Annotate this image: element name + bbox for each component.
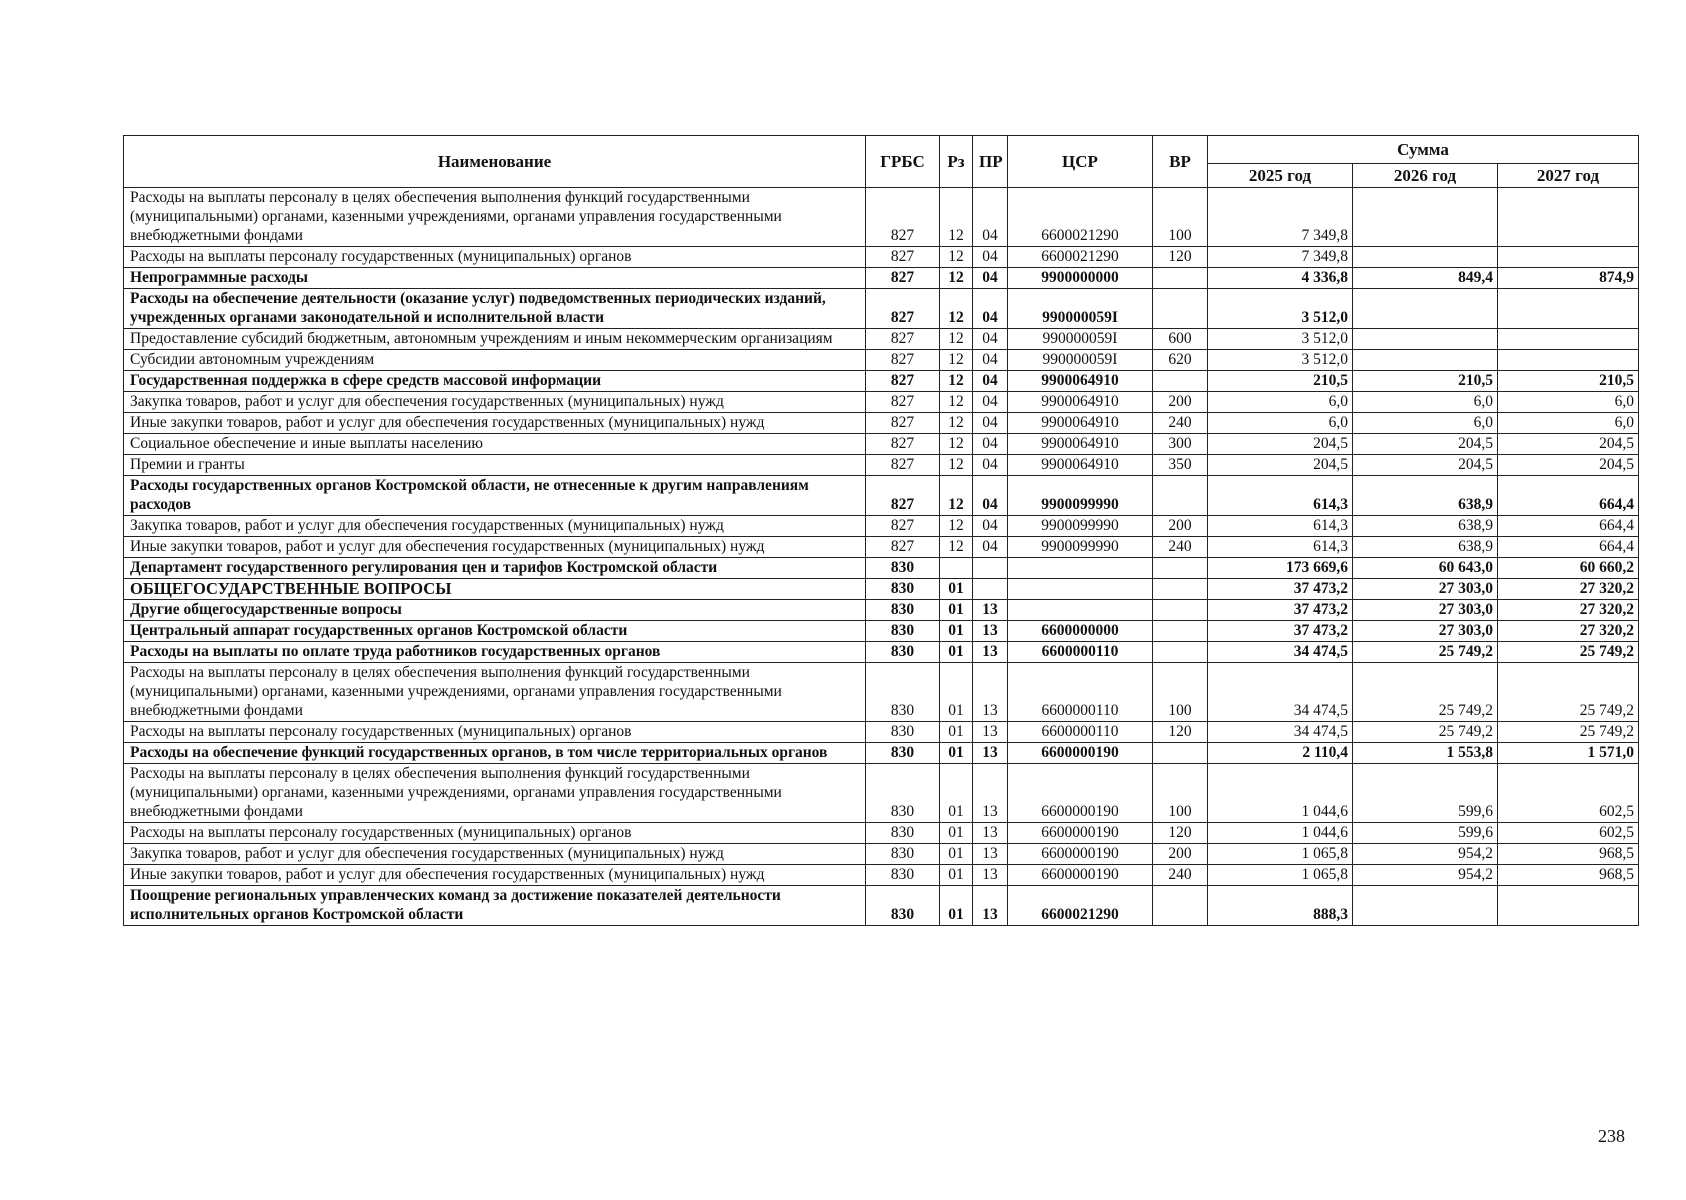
cell-vr (1153, 371, 1208, 392)
table-row (124, 455, 1639, 476)
cell-pr: 13 (973, 642, 1008, 663)
cell-2027: 602,5 (1498, 823, 1639, 844)
cell-2025: 34 474,5 (1208, 722, 1353, 743)
cell-vr: 300 (1153, 434, 1208, 455)
cell-csr: 990000059I (1008, 329, 1153, 350)
cell-grbs: 827 (866, 247, 940, 268)
cell-rz: 01 (940, 865, 973, 886)
cell-2025: 3 512,0 (1208, 289, 1353, 329)
cell-rz: 12 (940, 268, 973, 289)
cell-pr: 04 (973, 413, 1008, 434)
cell-name: Закупка товаров, работ и услуг для обеспечения государственных (муниципальных) нужд (124, 392, 866, 413)
cell-2025: 1 044,6 (1208, 823, 1353, 844)
table-row (124, 247, 1639, 268)
cell-2025: 204,5 (1208, 455, 1353, 476)
cell-2025: 614,3 (1208, 516, 1353, 537)
cell-2026: 6,0 (1353, 392, 1498, 413)
cell-2027: 27 320,2 (1498, 600, 1639, 621)
cell-grbs: 827 (866, 289, 940, 329)
cell-grbs: 827 (866, 537, 940, 558)
table-row (124, 865, 1639, 886)
cell-2026: 954,2 (1353, 844, 1498, 865)
cell-2026: 27 303,0 (1353, 621, 1498, 642)
cell-rz: 12 (940, 188, 973, 247)
cell-2027: 210,5 (1498, 371, 1639, 392)
cell-grbs: 830 (866, 558, 940, 579)
cell-2027 (1498, 886, 1639, 926)
cell-pr: 04 (973, 350, 1008, 371)
cell-pr: 13 (973, 844, 1008, 865)
cell-pr: 04 (973, 371, 1008, 392)
table-row (124, 844, 1639, 865)
cell-2025: 2 110,4 (1208, 743, 1353, 764)
cell-name: Расходы на выплаты персоналу в целях обеспечения выполнения функций государственными (муниципальными) органами, казенными учреждениями, органами управления государственными внебюджетными фондами (124, 663, 866, 722)
cell-rz: 01 (940, 663, 973, 722)
cell-rz: 12 (940, 434, 973, 455)
cell-2025: 34 474,5 (1208, 663, 1353, 722)
cell-grbs: 830 (866, 865, 940, 886)
cell-2027 (1498, 329, 1639, 350)
cell-name: Непрограммные расходы (124, 268, 866, 289)
cell-rz: 12 (940, 476, 973, 516)
cell-rz: 01 (940, 743, 973, 764)
cell-2025: 173 669,6 (1208, 558, 1353, 579)
cell-rz: 12 (940, 350, 973, 371)
table-row (124, 413, 1639, 434)
cell-2027: 60 660,2 (1498, 558, 1639, 579)
cell-vr: 100 (1153, 764, 1208, 823)
table-row (124, 371, 1639, 392)
cell-2027: 664,4 (1498, 537, 1639, 558)
cell-csr: 9900099990 (1008, 516, 1153, 537)
cell-2026: 25 749,2 (1353, 642, 1498, 663)
cell-rz: 01 (940, 764, 973, 823)
cell-2026: 599,6 (1353, 823, 1498, 844)
cell-pr: 04 (973, 516, 1008, 537)
cell-2026: 6,0 (1353, 413, 1498, 434)
cell-name: Субсидии автономным учреждениям (124, 350, 866, 371)
cell-2026: 1 553,8 (1353, 743, 1498, 764)
cell-2027: 204,5 (1498, 434, 1639, 455)
cell-rz: 12 (940, 247, 973, 268)
cell-name: Расходы на обеспечение деятельности (оказание услуг) подведомственных периодических изданий, учрежденных органами законодательной и исполнительной власти (124, 289, 866, 329)
cell-name: Государственная поддержка в сфере средств массовой информации (124, 371, 866, 392)
cell-grbs: 827 (866, 371, 940, 392)
cell-rz (940, 558, 973, 579)
table-row (124, 579, 1639, 600)
cell-grbs: 827 (866, 413, 940, 434)
cell-2026: 638,9 (1353, 516, 1498, 537)
cell-2027: 602,5 (1498, 764, 1639, 823)
cell-pr (973, 558, 1008, 579)
cell-rz: 12 (940, 413, 973, 434)
cell-csr: 6600000110 (1008, 642, 1153, 663)
cell-2026: 638,9 (1353, 537, 1498, 558)
cell-rz: 01 (940, 579, 973, 600)
table-row (124, 764, 1639, 823)
cell-rz: 01 (940, 886, 973, 926)
cell-csr: 6600000190 (1008, 764, 1153, 823)
cell-2026 (1353, 329, 1498, 350)
cell-vr (1153, 642, 1208, 663)
cell-pr: 13 (973, 600, 1008, 621)
cell-2026: 204,5 (1353, 434, 1498, 455)
cell-pr: 04 (973, 247, 1008, 268)
cell-rz: 01 (940, 844, 973, 865)
cell-2025: 6,0 (1208, 392, 1353, 413)
cell-2027: 968,5 (1498, 844, 1639, 865)
cell-pr: 13 (973, 663, 1008, 722)
cell-2027: 968,5 (1498, 865, 1639, 886)
cell-2025: 7 349,8 (1208, 247, 1353, 268)
cell-pr: 04 (973, 455, 1008, 476)
cell-grbs: 827 (866, 434, 940, 455)
cell-csr (1008, 558, 1153, 579)
cell-vr (1153, 558, 1208, 579)
cell-2026: 27 303,0 (1353, 600, 1498, 621)
cell-grbs: 830 (866, 764, 940, 823)
table-row (124, 188, 1639, 247)
cell-vr: 620 (1153, 350, 1208, 371)
cell-vr: 240 (1153, 865, 1208, 886)
cell-rz: 12 (940, 329, 973, 350)
cell-csr: 6600000190 (1008, 823, 1153, 844)
cell-rz: 12 (940, 392, 973, 413)
cell-name: Департамент государственного регулирования цен и тарифов Костромской области (124, 558, 866, 579)
cell-vr: 200 (1153, 392, 1208, 413)
cell-grbs: 827 (866, 329, 940, 350)
cell-pr (973, 579, 1008, 600)
header-sum: Сумма (1208, 136, 1639, 164)
cell-rz: 01 (940, 600, 973, 621)
cell-name: Закупка товаров, работ и услуг для обеспечения государственных (муниципальных) нужд (124, 844, 866, 865)
cell-2027: 25 749,2 (1498, 663, 1639, 722)
cell-2025: 34 474,5 (1208, 642, 1353, 663)
cell-pr: 13 (973, 886, 1008, 926)
cell-csr: 6600021290 (1008, 886, 1153, 926)
cell-pr: 13 (973, 722, 1008, 743)
cell-grbs: 830 (866, 722, 940, 743)
cell-2025: 1 044,6 (1208, 764, 1353, 823)
cell-csr: 9900064910 (1008, 413, 1153, 434)
cell-rz: 12 (940, 516, 973, 537)
cell-vr: 120 (1153, 823, 1208, 844)
cell-pr: 04 (973, 329, 1008, 350)
cell-grbs: 827 (866, 392, 940, 413)
cell-grbs: 827 (866, 476, 940, 516)
cell-pr: 13 (973, 823, 1008, 844)
cell-vr (1153, 621, 1208, 642)
table-row (124, 392, 1639, 413)
cell-2027: 6,0 (1498, 413, 1639, 434)
cell-2026: 204,5 (1353, 455, 1498, 476)
cell-name: Социальное обеспечение и иные выплаты населению (124, 434, 866, 455)
cell-name: Поощрение региональных управленческих команд за достижение показателей деятельности исполнительных органов Костромской области (124, 886, 866, 926)
table-row (124, 823, 1639, 844)
cell-2026: 638,9 (1353, 476, 1498, 516)
cell-grbs: 827 (866, 188, 940, 247)
cell-2025: 204,5 (1208, 434, 1353, 455)
cell-2026: 849,4 (1353, 268, 1498, 289)
cell-2027 (1498, 188, 1639, 247)
header-year-2027: 2027 год (1498, 164, 1639, 188)
cell-name: Премии и гранты (124, 455, 866, 476)
cell-rz: 01 (940, 823, 973, 844)
cell-csr: 9900064910 (1008, 434, 1153, 455)
header-name: Наименование (124, 136, 866, 188)
cell-2025: 3 512,0 (1208, 329, 1353, 350)
cell-2027: 204,5 (1498, 455, 1639, 476)
cell-pr: 04 (973, 289, 1008, 329)
table-row (124, 268, 1639, 289)
cell-csr: 6600021290 (1008, 188, 1153, 247)
cell-csr: 6600000190 (1008, 743, 1153, 764)
cell-grbs: 830 (866, 743, 940, 764)
table-row (124, 600, 1639, 621)
cell-rz: 12 (940, 371, 973, 392)
header-year-2025: 2025 год (1208, 164, 1353, 188)
table-row (124, 434, 1639, 455)
cell-2026: 60 643,0 (1353, 558, 1498, 579)
cell-2027 (1498, 247, 1639, 268)
cell-2026 (1353, 886, 1498, 926)
table-row (124, 663, 1639, 722)
table-row (124, 743, 1639, 764)
cell-name: Иные закупки товаров, работ и услуг для обеспечения государственных (муниципальных) нужд (124, 865, 866, 886)
table-row (124, 642, 1639, 663)
table-row (124, 350, 1639, 371)
cell-grbs: 830 (866, 886, 940, 926)
page-number: 238 (1598, 1126, 1625, 1146)
cell-csr: 6600000110 (1008, 722, 1153, 743)
cell-2025: 37 473,2 (1208, 600, 1353, 621)
cell-csr: 9900064910 (1008, 455, 1153, 476)
table-row (124, 558, 1639, 579)
cell-vr (1153, 886, 1208, 926)
cell-name: Расходы на выплаты персоналу государственных (муниципальных) органов (124, 722, 866, 743)
cell-csr: 9900099990 (1008, 476, 1153, 516)
cell-pr: 04 (973, 268, 1008, 289)
cell-2025: 888,3 (1208, 886, 1353, 926)
cell-name: Центральный аппарат государственных органов Костромской области (124, 621, 866, 642)
cell-rz: 12 (940, 537, 973, 558)
table-row (124, 329, 1639, 350)
cell-pr: 13 (973, 764, 1008, 823)
cell-2025: 37 473,2 (1208, 579, 1353, 600)
cell-name: Расходы на выплаты персоналу государственных (муниципальных) органов (124, 247, 866, 268)
cell-pr: 13 (973, 743, 1008, 764)
table-row (124, 886, 1639, 926)
table-row (124, 516, 1639, 537)
cell-2026: 954,2 (1353, 865, 1498, 886)
table-row (124, 476, 1639, 516)
cell-vr: 600 (1153, 329, 1208, 350)
cell-vr (1153, 268, 1208, 289)
cell-pr: 04 (973, 476, 1008, 516)
cell-2026: 599,6 (1353, 764, 1498, 823)
cell-2027: 664,4 (1498, 516, 1639, 537)
cell-name: ОБЩЕГОСУДАРСТВЕННЫЕ ВОПРОСЫ (124, 579, 866, 600)
cell-2027: 27 320,2 (1498, 621, 1639, 642)
cell-2026: 25 749,2 (1353, 722, 1498, 743)
cell-grbs: 830 (866, 844, 940, 865)
cell-2027: 6,0 (1498, 392, 1639, 413)
cell-2026 (1353, 247, 1498, 268)
cell-2026 (1353, 350, 1498, 371)
cell-grbs: 830 (866, 642, 940, 663)
cell-2027: 25 749,2 (1498, 642, 1639, 663)
cell-name: Расходы на выплаты по оплате труда работников государственных органов (124, 642, 866, 663)
cell-2026: 210,5 (1353, 371, 1498, 392)
table-row (124, 289, 1639, 329)
cell-name: Расходы на выплаты персоналу государственных (муниципальных) органов (124, 823, 866, 844)
cell-vr: 350 (1153, 455, 1208, 476)
cell-vr: 100 (1153, 188, 1208, 247)
cell-name: Иные закупки товаров, работ и услуг для обеспечения государственных (муниципальных) нужд (124, 413, 866, 434)
cell-csr: 6600000000 (1008, 621, 1153, 642)
cell-vr: 240 (1153, 537, 1208, 558)
cell-vr: 200 (1153, 844, 1208, 865)
cell-csr: 9900000000 (1008, 268, 1153, 289)
cell-grbs: 830 (866, 579, 940, 600)
cell-2027 (1498, 289, 1639, 329)
cell-name: Расходы государственных органов Костромской области, не отнесенные к другим направлениям расходов (124, 476, 866, 516)
cell-grbs: 830 (866, 663, 940, 722)
table-body (124, 188, 1639, 926)
cell-pr: 04 (973, 188, 1008, 247)
cell-vr: 120 (1153, 722, 1208, 743)
header-year-2026: 2026 год (1353, 164, 1498, 188)
table-row (124, 537, 1639, 558)
cell-vr (1153, 289, 1208, 329)
cell-2026 (1353, 289, 1498, 329)
cell-2027: 25 749,2 (1498, 722, 1639, 743)
cell-2025: 614,3 (1208, 476, 1353, 516)
cell-2025: 1 065,8 (1208, 865, 1353, 886)
cell-name: Другие общегосударственные вопросы (124, 600, 866, 621)
cell-pr: 04 (973, 392, 1008, 413)
cell-2027: 664,4 (1498, 476, 1639, 516)
cell-2025: 6,0 (1208, 413, 1353, 434)
cell-csr: 6600021290 (1008, 247, 1153, 268)
cell-2027: 27 320,2 (1498, 579, 1639, 600)
cell-vr: 240 (1153, 413, 1208, 434)
cell-rz: 12 (940, 289, 973, 329)
cell-vr (1153, 476, 1208, 516)
cell-2026 (1353, 188, 1498, 247)
cell-vr: 200 (1153, 516, 1208, 537)
cell-csr: 6600000110 (1008, 663, 1153, 722)
cell-csr: 990000059I (1008, 289, 1153, 329)
cell-rz: 01 (940, 621, 973, 642)
cell-csr: 9900099990 (1008, 537, 1153, 558)
header-vr: ВР (1153, 136, 1208, 188)
cell-grbs: 830 (866, 823, 940, 844)
cell-2027: 1 571,0 (1498, 743, 1639, 764)
cell-pr: 04 (973, 434, 1008, 455)
cell-name: Предоставление субсидий бюджетным, автономным учреждениям и иным некоммерческим организациям (124, 329, 866, 350)
cell-name: Расходы на выплаты персоналу в целях обеспечения выполнения функций государственными (муниципальными) органами, казенными учреждениями, органами управления государственными внебюджетными фондами (124, 764, 866, 823)
cell-csr: 6600000190 (1008, 844, 1153, 865)
cell-2027: 874,9 (1498, 268, 1639, 289)
cell-2025: 7 349,8 (1208, 188, 1353, 247)
header-grbs: ГРБС (866, 136, 940, 188)
cell-grbs: 830 (866, 600, 940, 621)
cell-csr: 9900064910 (1008, 371, 1153, 392)
cell-2025: 614,3 (1208, 537, 1353, 558)
cell-grbs: 827 (866, 268, 940, 289)
cell-csr: 990000059I (1008, 350, 1153, 371)
cell-grbs: 827 (866, 516, 940, 537)
cell-rz: 01 (940, 642, 973, 663)
cell-2025: 210,5 (1208, 371, 1353, 392)
cell-grbs: 830 (866, 621, 940, 642)
cell-name: Расходы на обеспечение функций государственных органов, в том числе территориальных органов (124, 743, 866, 764)
cell-name: Закупка товаров, работ и услуг для обеспечения государственных (муниципальных) нужд (124, 516, 866, 537)
cell-vr (1153, 600, 1208, 621)
cell-2025: 37 473,2 (1208, 621, 1353, 642)
header-rz: Рз (940, 136, 973, 188)
cell-grbs: 827 (866, 455, 940, 476)
table-row (124, 722, 1639, 743)
cell-rz: 01 (940, 722, 973, 743)
cell-vr: 100 (1153, 663, 1208, 722)
cell-2027 (1498, 350, 1639, 371)
cell-csr: 9900064910 (1008, 392, 1153, 413)
cell-pr: 04 (973, 537, 1008, 558)
cell-pr: 13 (973, 621, 1008, 642)
cell-vr (1153, 579, 1208, 600)
cell-csr (1008, 600, 1153, 621)
cell-csr: 6600000190 (1008, 865, 1153, 886)
header-pr: ПР (973, 136, 1008, 188)
cell-name: Иные закупки товаров, работ и услуг для обеспечения государственных (муниципальных) нужд (124, 537, 866, 558)
cell-pr: 13 (973, 865, 1008, 886)
cell-2025: 1 065,8 (1208, 844, 1353, 865)
cell-rz: 12 (940, 455, 973, 476)
cell-csr (1008, 579, 1153, 600)
cell-2026: 27 303,0 (1353, 579, 1498, 600)
budget-table (123, 135, 1639, 926)
cell-2025: 4 336,8 (1208, 268, 1353, 289)
cell-2025: 3 512,0 (1208, 350, 1353, 371)
cell-2026: 25 749,2 (1353, 663, 1498, 722)
cell-grbs: 827 (866, 350, 940, 371)
table-row (124, 621, 1639, 642)
header-csr: ЦСР (1008, 136, 1153, 188)
cell-vr: 120 (1153, 247, 1208, 268)
cell-name: Расходы на выплаты персоналу в целях обеспечения выполнения функций государственными (муниципальными) органами, казенными учреждениями, органами управления государственными внебюджетными фондами (124, 188, 866, 247)
cell-vr (1153, 743, 1208, 764)
